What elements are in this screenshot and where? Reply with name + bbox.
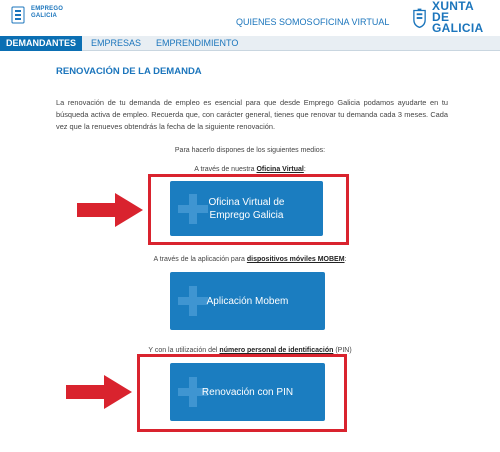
renovacion-pin-button[interactable] (170, 363, 325, 421)
site-header (0, 0, 500, 36)
option3-link[interactable]: número personal de identificación (219, 347, 334, 354)
option1-suffix: : (303, 166, 306, 173)
page-title: RENOVACIÓN DE LA DEMANDA (56, 66, 202, 77)
xunta-galicia-logo[interactable] (412, 1, 500, 34)
option2-prefix: A través de la aplicación para (153, 256, 247, 263)
plus-icon (178, 194, 208, 224)
nav-oficina-virtual[interactable]: OFICINA VIRTUAL (313, 17, 390, 27)
red-arrow-icon (64, 372, 134, 412)
tab-demandantes[interactable]: DEMANDANTES (0, 36, 82, 51)
xunta-emblem-icon (412, 7, 427, 29)
emprego-galicia-logo[interactable] (11, 6, 63, 24)
intro-paragraph: La renovación de tu demanda de empleo es esencial para que desde Emprego Galicia podamos ayudarte en tu búsqueda activa de empleo. Recuerda que, con carácter general, tienes que renovar tu demanda cada 3 meses. Cada vez que la renueves obtendrás la fecha de la siguiente renovación. (56, 98, 448, 131)
tab-emprendimiento[interactable]: EMPRENDIMIENTO (156, 38, 239, 48)
option1-text (0, 166, 500, 173)
logo-right-line2: DE GALICIA (432, 10, 484, 35)
option2-suffix: : (344, 256, 347, 263)
tab-bar (0, 36, 500, 51)
red-arrow-icon (75, 190, 145, 230)
option3-suffix: (PIN) (333, 347, 352, 354)
tab-empresas[interactable]: EMPRESAS (91, 38, 142, 48)
aplicacion-mobem-button[interactable] (170, 272, 325, 330)
nav-quienes-somos[interactable]: QUIENES SOMOS (236, 17, 313, 27)
oficina-virtual-button[interactable] (170, 181, 323, 236)
plus-icon (178, 286, 208, 316)
option2-link[interactable]: dispositivos móviles MOBEM (246, 256, 345, 263)
renovacion-pin-button-label: Renovación con PIN (201, 386, 294, 398)
emprego-logo-text (31, 6, 63, 20)
logo-left-line1: EMPREGO (31, 6, 64, 12)
xunta-logo-text (432, 1, 500, 34)
option1-link[interactable]: Oficina Virtual (256, 166, 304, 173)
logo-left-line2: GALICIA (31, 13, 58, 19)
lead-text: Para hacerlo dispones de los siguientes medios: (174, 147, 326, 154)
logo-right-line1: XUNTA (432, 0, 474, 13)
button1-line2: Emprego Galicia (209, 209, 284, 221)
option1-prefix: A través de nuestra (194, 166, 257, 173)
oficina-virtual-button-label (209, 196, 285, 222)
option3-prefix: Y con la utilización del (148, 347, 220, 354)
option3-text (0, 347, 500, 354)
button1-line1: Oficina Virtual de (208, 196, 285, 208)
option2-text (0, 256, 500, 263)
aplicacion-mobem-button-label: Aplicación Mobem (206, 295, 289, 307)
galicia-emblem-icon (11, 6, 25, 24)
